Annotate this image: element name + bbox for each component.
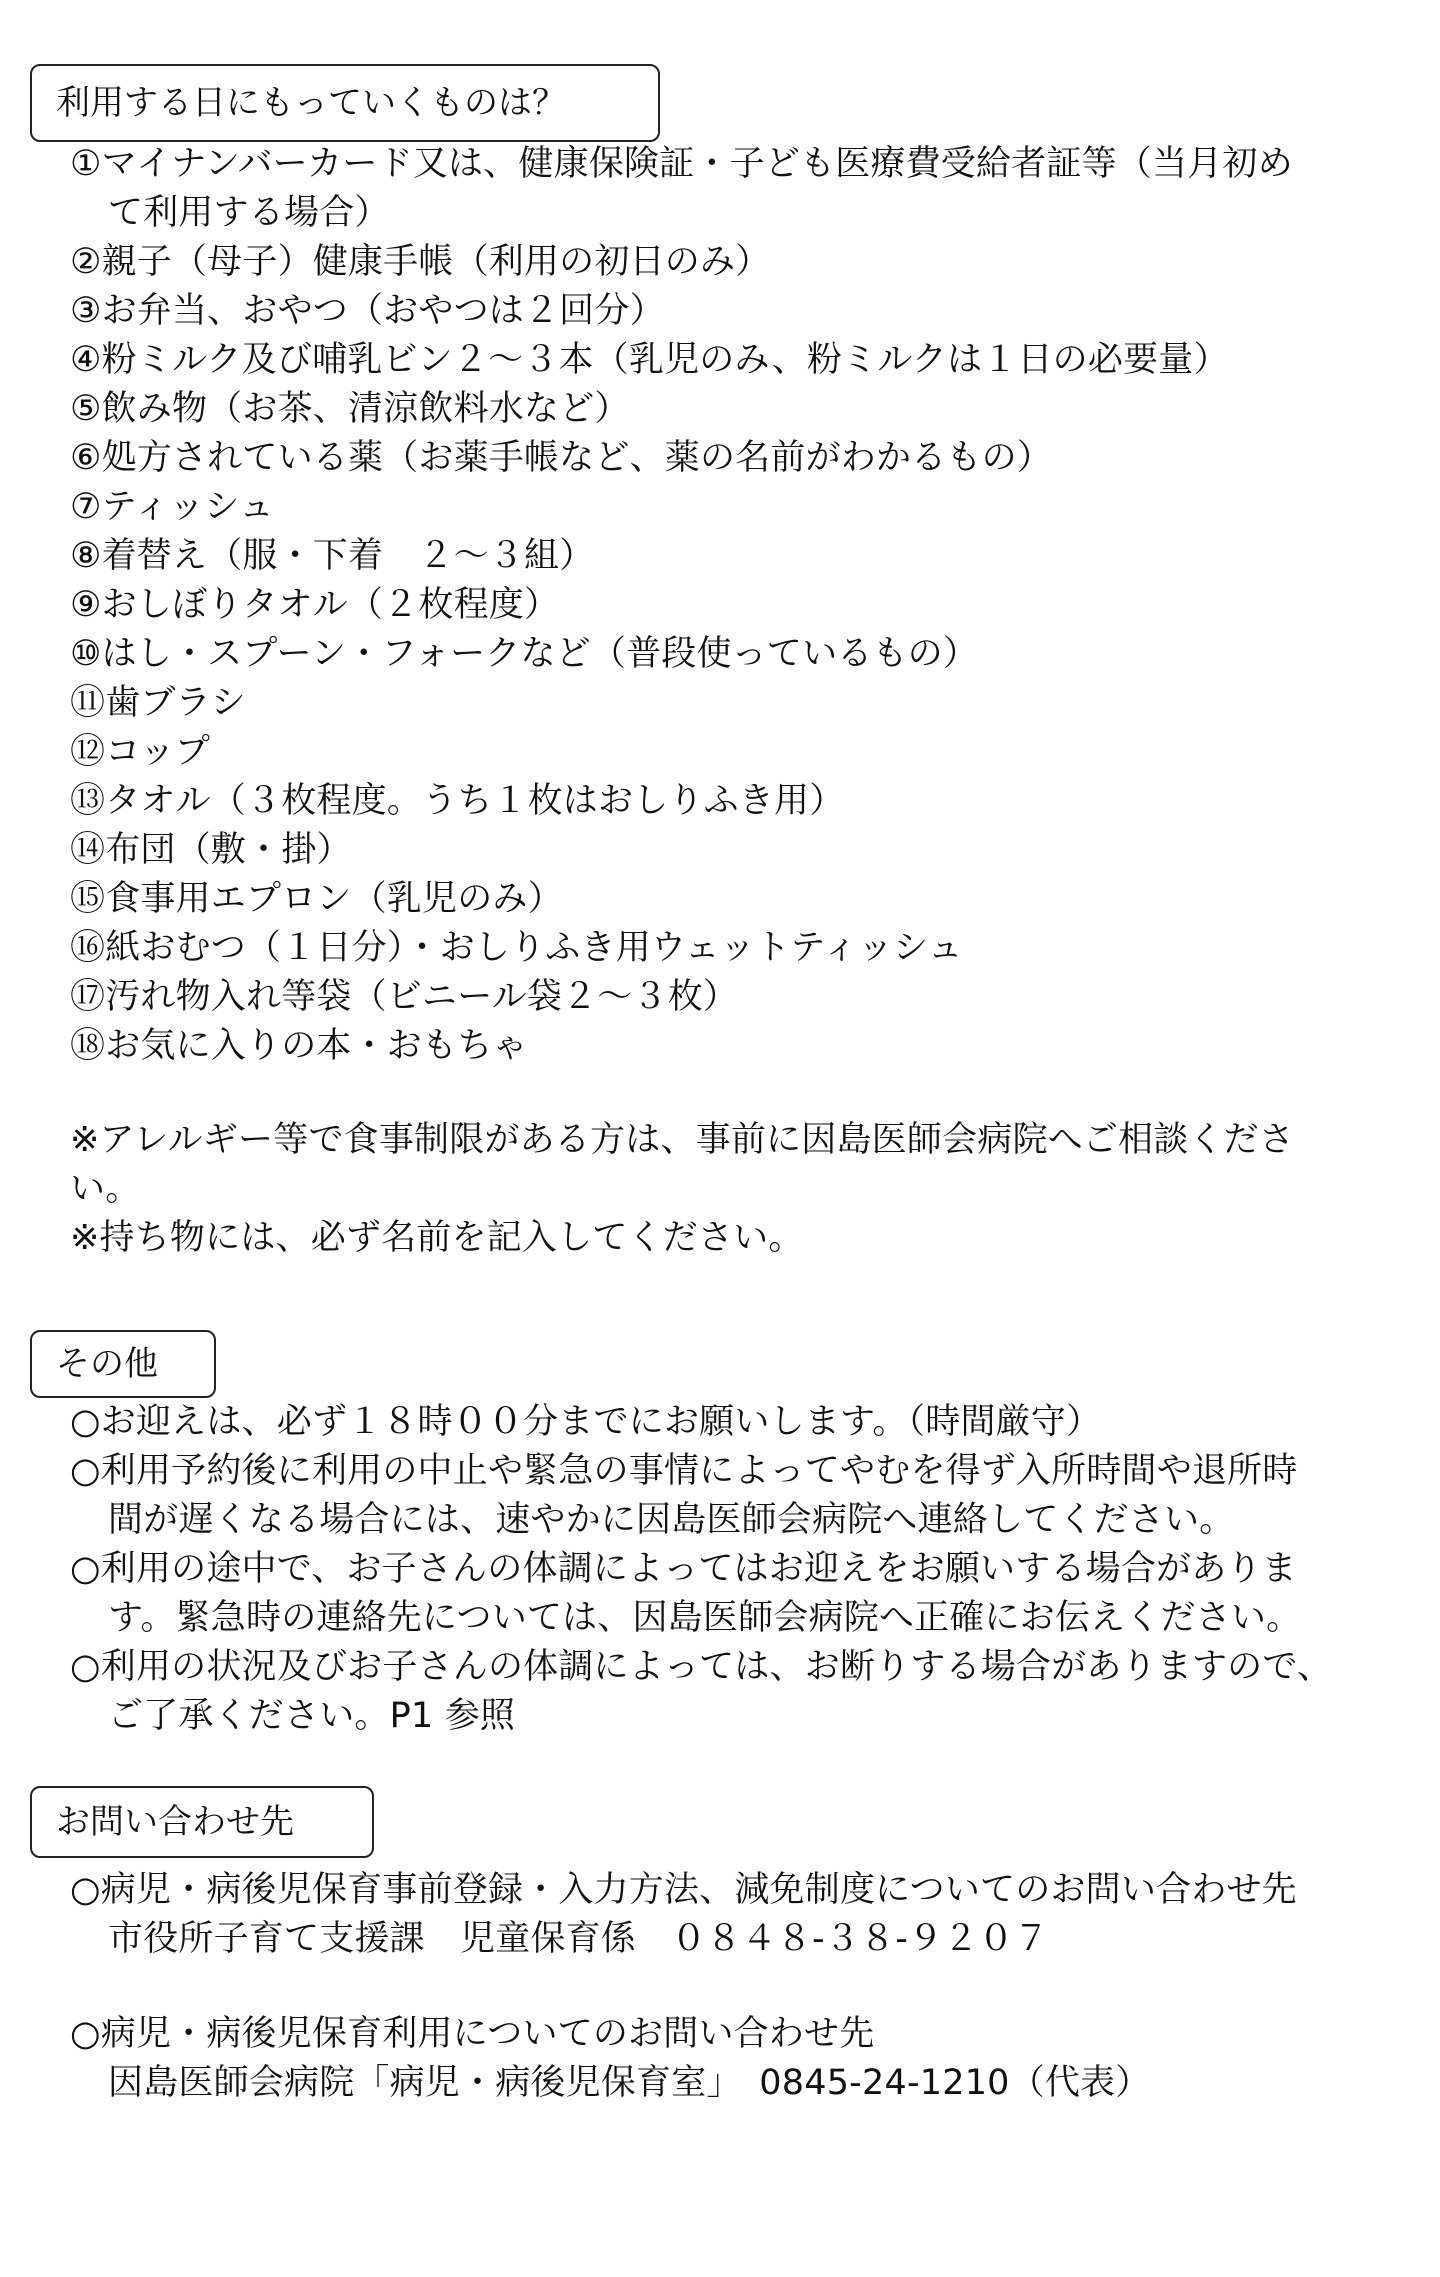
list-item: ⑮食事用エプロン（乳児のみ） [70, 879, 563, 919]
contact-list-usage [70, 2010, 1400, 2108]
list-item: ⑫コップ [70, 732, 211, 772]
section-heading-items [30, 64, 660, 142]
list-item: ③お弁当、おやつ（おやつは２回分） [70, 291, 665, 331]
list-item: ○お迎えは、必ず１８時００分までにお願いします。（時間厳守） [70, 1402, 1102, 1442]
section-heading-items-text: 利用する日にもっていくものは？ [56, 83, 566, 123]
list-item: 間が遅くなる場合には、速やかに因島医師会病院へ連絡してください。 [108, 1500, 1235, 1540]
list-item: ①マイナンバーカード又は、健康保険証・子ども医療費受給者証等（当月初め [70, 144, 1293, 184]
list-item: ⑦ティッシュ [70, 487, 275, 527]
list-item: ご了承ください。P1 参照 [108, 1696, 516, 1736]
list-item: ④粉ミルク及び哺乳ビン２～３本（乳児のみ、粉ミルクは１日の必要量） [70, 340, 1229, 380]
list-item: ⑭布団（敷・掛） [70, 830, 352, 870]
list-item: ⑩はし・スプーン・フォークなど（普段使っているもの） [70, 634, 979, 674]
list-item: ⑤飲み物（お茶、清涼飲料水など） [70, 389, 630, 429]
contact-line: ○病児・病後児保育事前登録・入力方法、減免制度についてのお問い合わせ先 [70, 1870, 1297, 1910]
section-heading-other-text: その他 [56, 1344, 158, 1384]
section-heading-contact [30, 1786, 374, 1858]
allergy-note-continued: い。 [70, 1169, 141, 1209]
name-label-note: ※持ち物には、必ず名前を記入してください。 [70, 1218, 804, 1258]
list-item: ⑨おしぼりタオル（２枚程度） [70, 585, 560, 625]
contact-list-registration [70, 1866, 1400, 1964]
list-item: ⑬タオル（３枚程度。うち１枚はおしりふき用） [70, 781, 845, 821]
list-item: ②親子（母子）健康手帳（利用の初日のみ） [70, 242, 771, 282]
contact-phone-hospital: 因島医師会病院「病児・病後児保育室」 0845-24-1210（代表） [108, 2063, 1151, 2103]
list-item: ⑧着替え（服・下着 ２～３組） [70, 536, 595, 576]
list-item: ⑱お気に入りの本・おもちゃ [70, 1026, 528, 1066]
list-item: ⑪歯ブラシ [70, 683, 247, 723]
list-item: ○利用の途中で、お子さんの体調によってはお迎えをお願いする場合がありま [70, 1549, 1297, 1589]
list-item: す。緊急時の連絡先については、因島医師会病院へ正確にお伝えください。 [108, 1598, 1302, 1638]
allergy-note: ※アレルギー等で食事制限がある方は、事前に因島医師会病院へご相談くださ [70, 1120, 1295, 1160]
other-list [70, 1398, 1400, 1741]
section-heading-contact-text: お問い合わせ先 [56, 1802, 294, 1842]
list-item: て利用する場合） [108, 193, 390, 233]
contact-line: ○病児・病後児保育利用についてのお問い合わせ先 [70, 2014, 875, 2054]
contact-phone-city: 市役所子育て支援課 児童保育係 ０８４８-３８-９２０７ [108, 1919, 1049, 1959]
list-item: ⑥処方されている薬（お薬手帳など、薬の名前がわかるもの） [70, 438, 1052, 478]
list-item: ○利用予約後に利用の中止や緊急の事情によってやむを得ず入所時間や退所時 [70, 1451, 1298, 1491]
section-heading-other [30, 1330, 216, 1398]
list-item: ⑰汚れ物入れ等袋（ビニール袋２～３枚） [70, 977, 739, 1017]
items-list [70, 140, 1400, 1071]
list-item: ○利用の状況及びお子さんの体調によっては、お断りする場合がありますので、 [70, 1647, 1333, 1687]
items-notes [70, 1116, 1400, 1263]
list-item: ⑯紙おむつ（１日分）・おしりふき用ウェットティッシュ [70, 928, 963, 968]
